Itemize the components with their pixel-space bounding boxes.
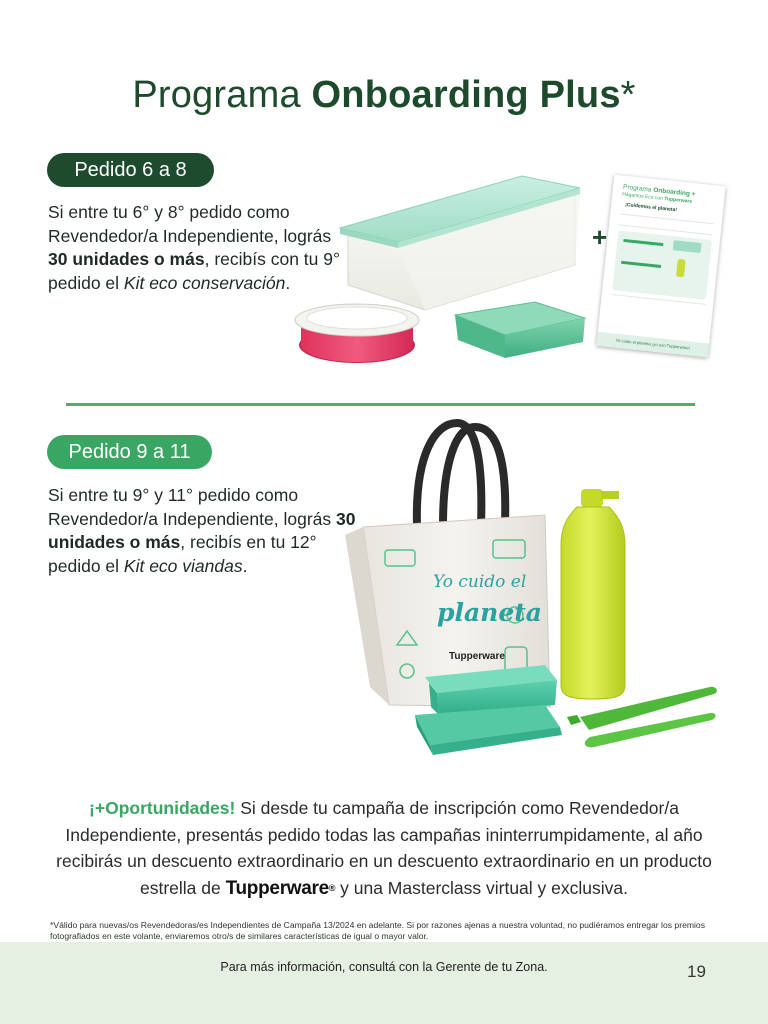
section2-kit-name: Kit eco viandas: [123, 555, 243, 576]
footer-text: Para más información, consultá con la Gerente de tu Zona.: [220, 960, 548, 974]
kit-eco-viandas-image: [345, 415, 730, 760]
title-light: Programa: [132, 74, 312, 116]
opportunities-highlight: ¡+Oportunidades!: [89, 798, 236, 818]
section1-text-a: Si entre tu 6° y 8° pedido como Revendedor/a Independiente, lográs: [48, 202, 332, 246]
title-suffix: *: [620, 74, 636, 116]
pill-pedido-6-8: Pedido 6 a 8: [47, 153, 214, 187]
flyer-product-area: [612, 230, 712, 299]
flyer-subtitle-a: Hágamos Eco con: [621, 191, 665, 202]
section1-kit-name: Kit eco conservación: [123, 272, 286, 293]
section2-text-a: Si entre tu 9° y 11° pedido como Revendedor/a Independiente, lográs: [48, 485, 336, 529]
title-bold: Onboarding Plus: [311, 74, 621, 116]
section1-text-bold: 30 unidades o más: [48, 249, 205, 269]
bag-text-line2: planeta: [437, 598, 543, 627]
opportunities-text-b: y una Masterclass virtual y exclusiva.: [335, 877, 628, 898]
section1-text-b: , recibís con tu 9° pedido el: [48, 249, 340, 293]
flyer-footer: Yo cuido el planeta ¡yo uso Tupperware!: [596, 332, 709, 358]
flyer-title-b: Onboarding +: [652, 186, 696, 199]
plus-icon: +: [592, 222, 608, 252]
bag-text-line1: Yo cuido el: [433, 572, 527, 592]
tupperware-registered-mark: ®: [328, 882, 336, 893]
page-footer: [0, 942, 768, 1024]
section1-text-end: .: [285, 272, 291, 293]
flyer-subtitle-b: Tupperware: [663, 195, 693, 205]
kit-eco-conservacion-image: [290, 170, 595, 395]
page-number: 19: [687, 962, 706, 981]
tupperware-logo-text: Tupperware: [225, 877, 329, 899]
section2-text-end: .: [242, 555, 248, 576]
flyer-title-a: Programa: [622, 183, 654, 194]
section2-text: [48, 484, 358, 578]
section2-text-b: , recibís en tu 12° pedido el: [48, 532, 317, 576]
bag-brand: Tupperware: [449, 651, 505, 662]
opportunities-text-a: Si desde tu campaña de inscripción como Revendedor/a Independiente, presentás pedido todas las campañas ininterrumpidamente, al año recibirás un descuento extraordinario en un descuento extraordinario en un producto estrella de: [56, 798, 712, 898]
page-title: [0, 74, 768, 117]
section2-text-bold: 30 unidades o más: [48, 508, 356, 552]
flyer-image: [596, 175, 725, 358]
footnote: *Válido para nuevas/os Revendedoras/es Independientes de Campaña 13/2024 en adelante. Si por razones ajenas a nuestra voluntad, no pudiéramos entregar los premios fotografiados en este volante, enviaremos otro/s de similares características de igual o mayor valor.: [50, 920, 705, 941]
tupperware-logo: [226, 878, 336, 899]
section-divider: [66, 403, 695, 406]
pill-pedido-9-11: Pedido 9 a 11: [47, 435, 212, 469]
opportunities-text: [30, 795, 738, 902]
flyer-heading: ¡Cuidemos el planeta!: [624, 201, 678, 214]
